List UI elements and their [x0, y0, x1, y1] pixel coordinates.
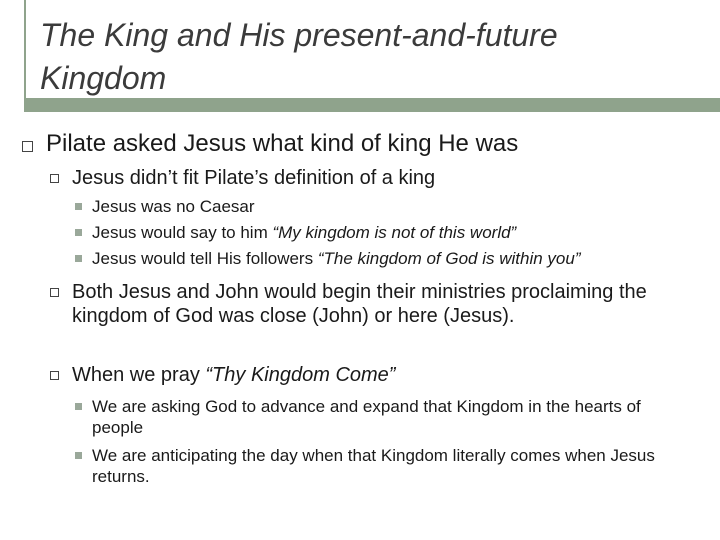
title-accent-bar: [24, 98, 720, 112]
list-item: We are asking God to advance and expand that Kingdom in the hearts of people: [92, 397, 641, 437]
list-item: Jesus was no Caesar: [92, 197, 255, 216]
sub-bullet-when-we-pray: When we pray “Thy Kingdom Come”: [72, 364, 396, 386]
list-item: Jesus would tell His followers “The kingdom of God is within you”: [92, 249, 581, 268]
hollow-square-bullet-icon: [22, 141, 33, 152]
filled-square-bullet-icon: [75, 203, 82, 210]
filled-square-bullet-icon: [75, 403, 82, 410]
bullet-pilate-asked: Pilate asked Jesus what kind of king He was: [46, 130, 519, 157]
hollow-square-bullet-icon: [50, 288, 59, 297]
list-item: Jesus would say to him “My kingdom is not of this world”: [92, 223, 517, 242]
filled-square-bullet-icon: [75, 255, 82, 262]
title-accent-line: [24, 0, 26, 112]
sub-bullet-pilate-definition: Jesus didn’t fit Pilate’s definition of a king: [72, 167, 436, 189]
list-item: We are anticipating the day when that Kingdom literally comes when Jesus returns.: [92, 446, 655, 486]
filled-square-bullet-icon: [75, 452, 82, 459]
slide-title: The King and His present-and-future Kingdom: [40, 17, 558, 96]
hollow-square-bullet-icon: [50, 371, 59, 380]
sub-bullet-ministries: Both Jesus and John would begin their ministries proclaiming the kingdom of God was close (John) or here (Jesus).: [72, 281, 647, 327]
hollow-square-bullet-icon: [50, 174, 59, 183]
filled-square-bullet-icon: [75, 229, 82, 236]
